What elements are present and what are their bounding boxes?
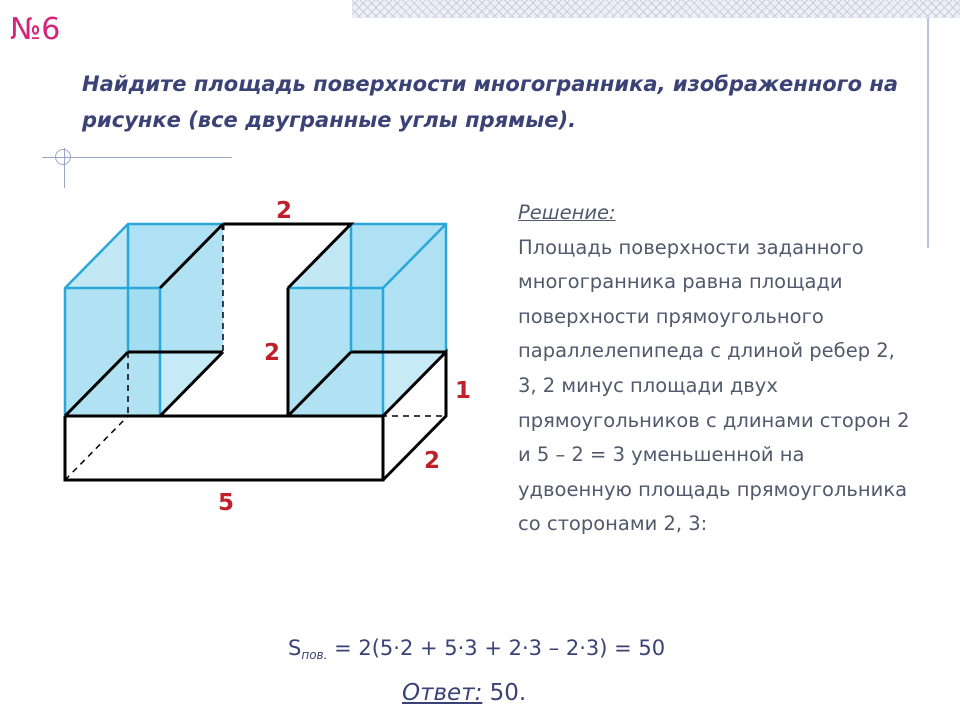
label-base-height: 1 — [455, 378, 472, 404]
surface-area-formula — [288, 636, 665, 662]
answer-value: 50. — [482, 680, 527, 706]
formula-expression: = 2(5·2 + 5·3 + 2·3 – 2·3) = 50 — [327, 636, 666, 660]
task-statement: Найдите площадь поверхности многогранника, изображенного на рисунке (все двугранные углы прямые). — [82, 72, 899, 132]
solution-text: Площадь поверхности заданного многогранника равна площади поверхности прямоугольного параллелепипеда с длиной ребер 2, 3, 2 минус площади двух прямоугольников с длинами сторон 2 и 5 – 2 = 3 уменьшенной на удвоенную площадь прямоугольника со сторонами 2, 3: — [518, 235, 910, 536]
label-middle-height: 2 — [264, 340, 281, 366]
label-top-width: 2 — [276, 198, 293, 224]
label-base-length: 5 — [218, 490, 235, 516]
solution-block — [518, 196, 918, 542]
task-number: №6 — [10, 12, 61, 47]
formula-subscript: пов. — [301, 648, 328, 662]
solution-heading: Решение: — [518, 201, 616, 224]
label-base-depth: 2 — [424, 448, 441, 474]
answer-line — [402, 680, 526, 706]
formula-symbol: S — [288, 636, 302, 660]
answer-label: Ответ: — [402, 680, 483, 706]
